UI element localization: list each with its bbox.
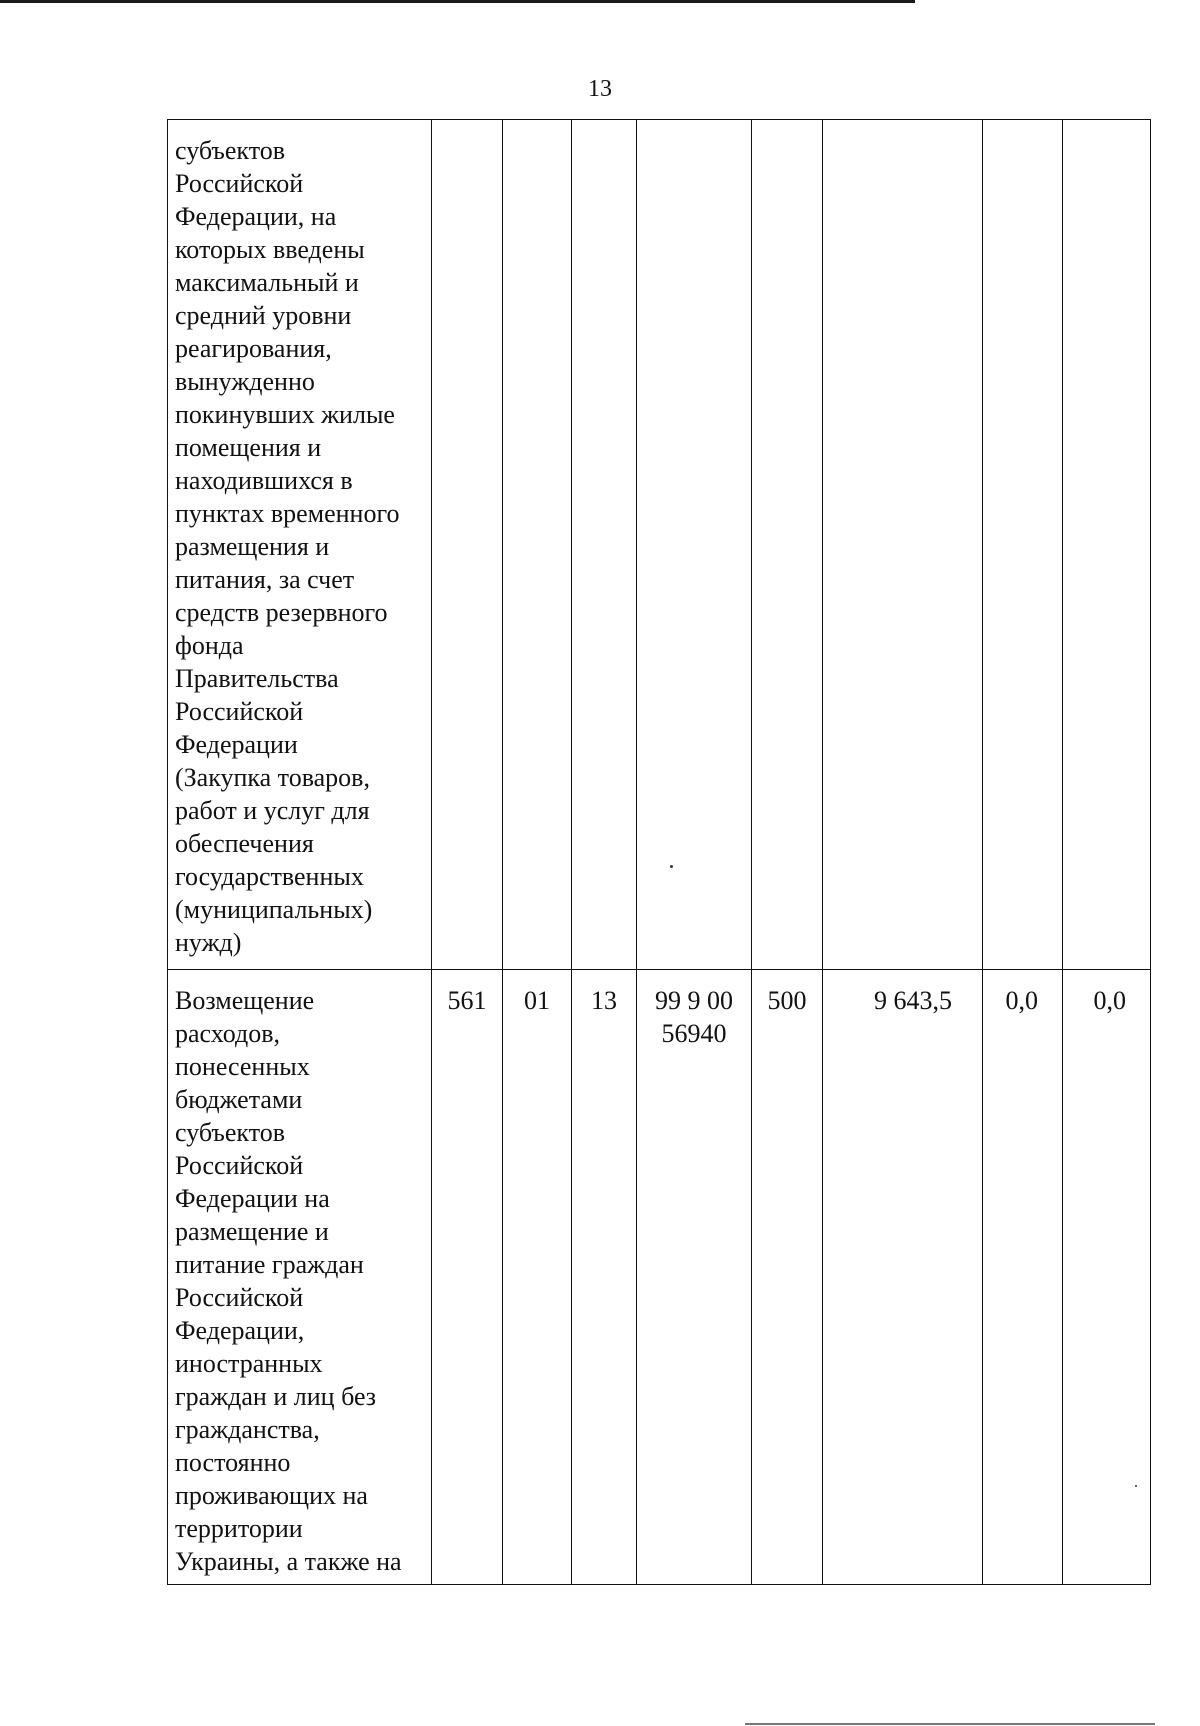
row-1-expense-type-cell	[752, 120, 823, 970]
row-1-amount-2-cell	[983, 120, 1063, 970]
row-1-amount-1-cell	[823, 120, 983, 970]
table-row	[168, 120, 1151, 970]
row-1-target-article-cell	[637, 120, 752, 970]
table-row	[168, 970, 1151, 1585]
row-1-subsection-cell	[572, 120, 637, 970]
row-1-description-cell	[168, 120, 432, 970]
scan-bottom-edge-line	[745, 1723, 1155, 1725]
row-2-section-cell: 01	[503, 970, 572, 1585]
row-1-description: субъектов Российской Федерации, на которых введены максимальный и средний уровни реагирования, вынужденно покинувших жилые помещения и находившихся в пунктах временного размещения и питания, за счет средств резервного фонда Правительства Российской Федерации (Закупка товаров, работ и услуг для обеспечения государственных (муниципальных) нужд)	[175, 136, 400, 957]
page-number: 13	[588, 76, 612, 102]
row-2-subsection-cell: 13	[572, 970, 637, 1585]
target-article-line-2: 56940	[661, 1019, 727, 1048]
row-2-amount-3-cell: 0,0	[1063, 970, 1151, 1585]
row-2-expense-type-cell: 500	[752, 970, 823, 1585]
row-2-amount-1-cell: 9 643,5	[823, 970, 983, 1585]
scan-speck	[1135, 1485, 1137, 1487]
budget-table	[167, 119, 1151, 1585]
row-2-amount-2-cell: 0,0	[983, 970, 1063, 1585]
row-2-target-article-cell	[637, 970, 752, 1585]
row-1-amount-3-cell	[1063, 120, 1151, 970]
row-2-description-cell	[168, 970, 432, 1585]
row-2-ministry-cell: 561	[432, 970, 503, 1585]
target-article-line-1: 99 9 00	[655, 986, 733, 1015]
row-2-description: Возмещение расходов, понесенных бюджетами субъектов Российской Федерации на размещение и питание граждан Российской Федерации, иностранных граждан и лиц без гражданства, постоянно проживающих на территории Украины, а также на	[175, 986, 402, 1576]
scan-speck	[670, 865, 673, 868]
row-1-section-cell	[503, 120, 572, 970]
scan-top-edge-line	[0, 0, 915, 3]
row-1-ministry-cell	[432, 120, 503, 970]
